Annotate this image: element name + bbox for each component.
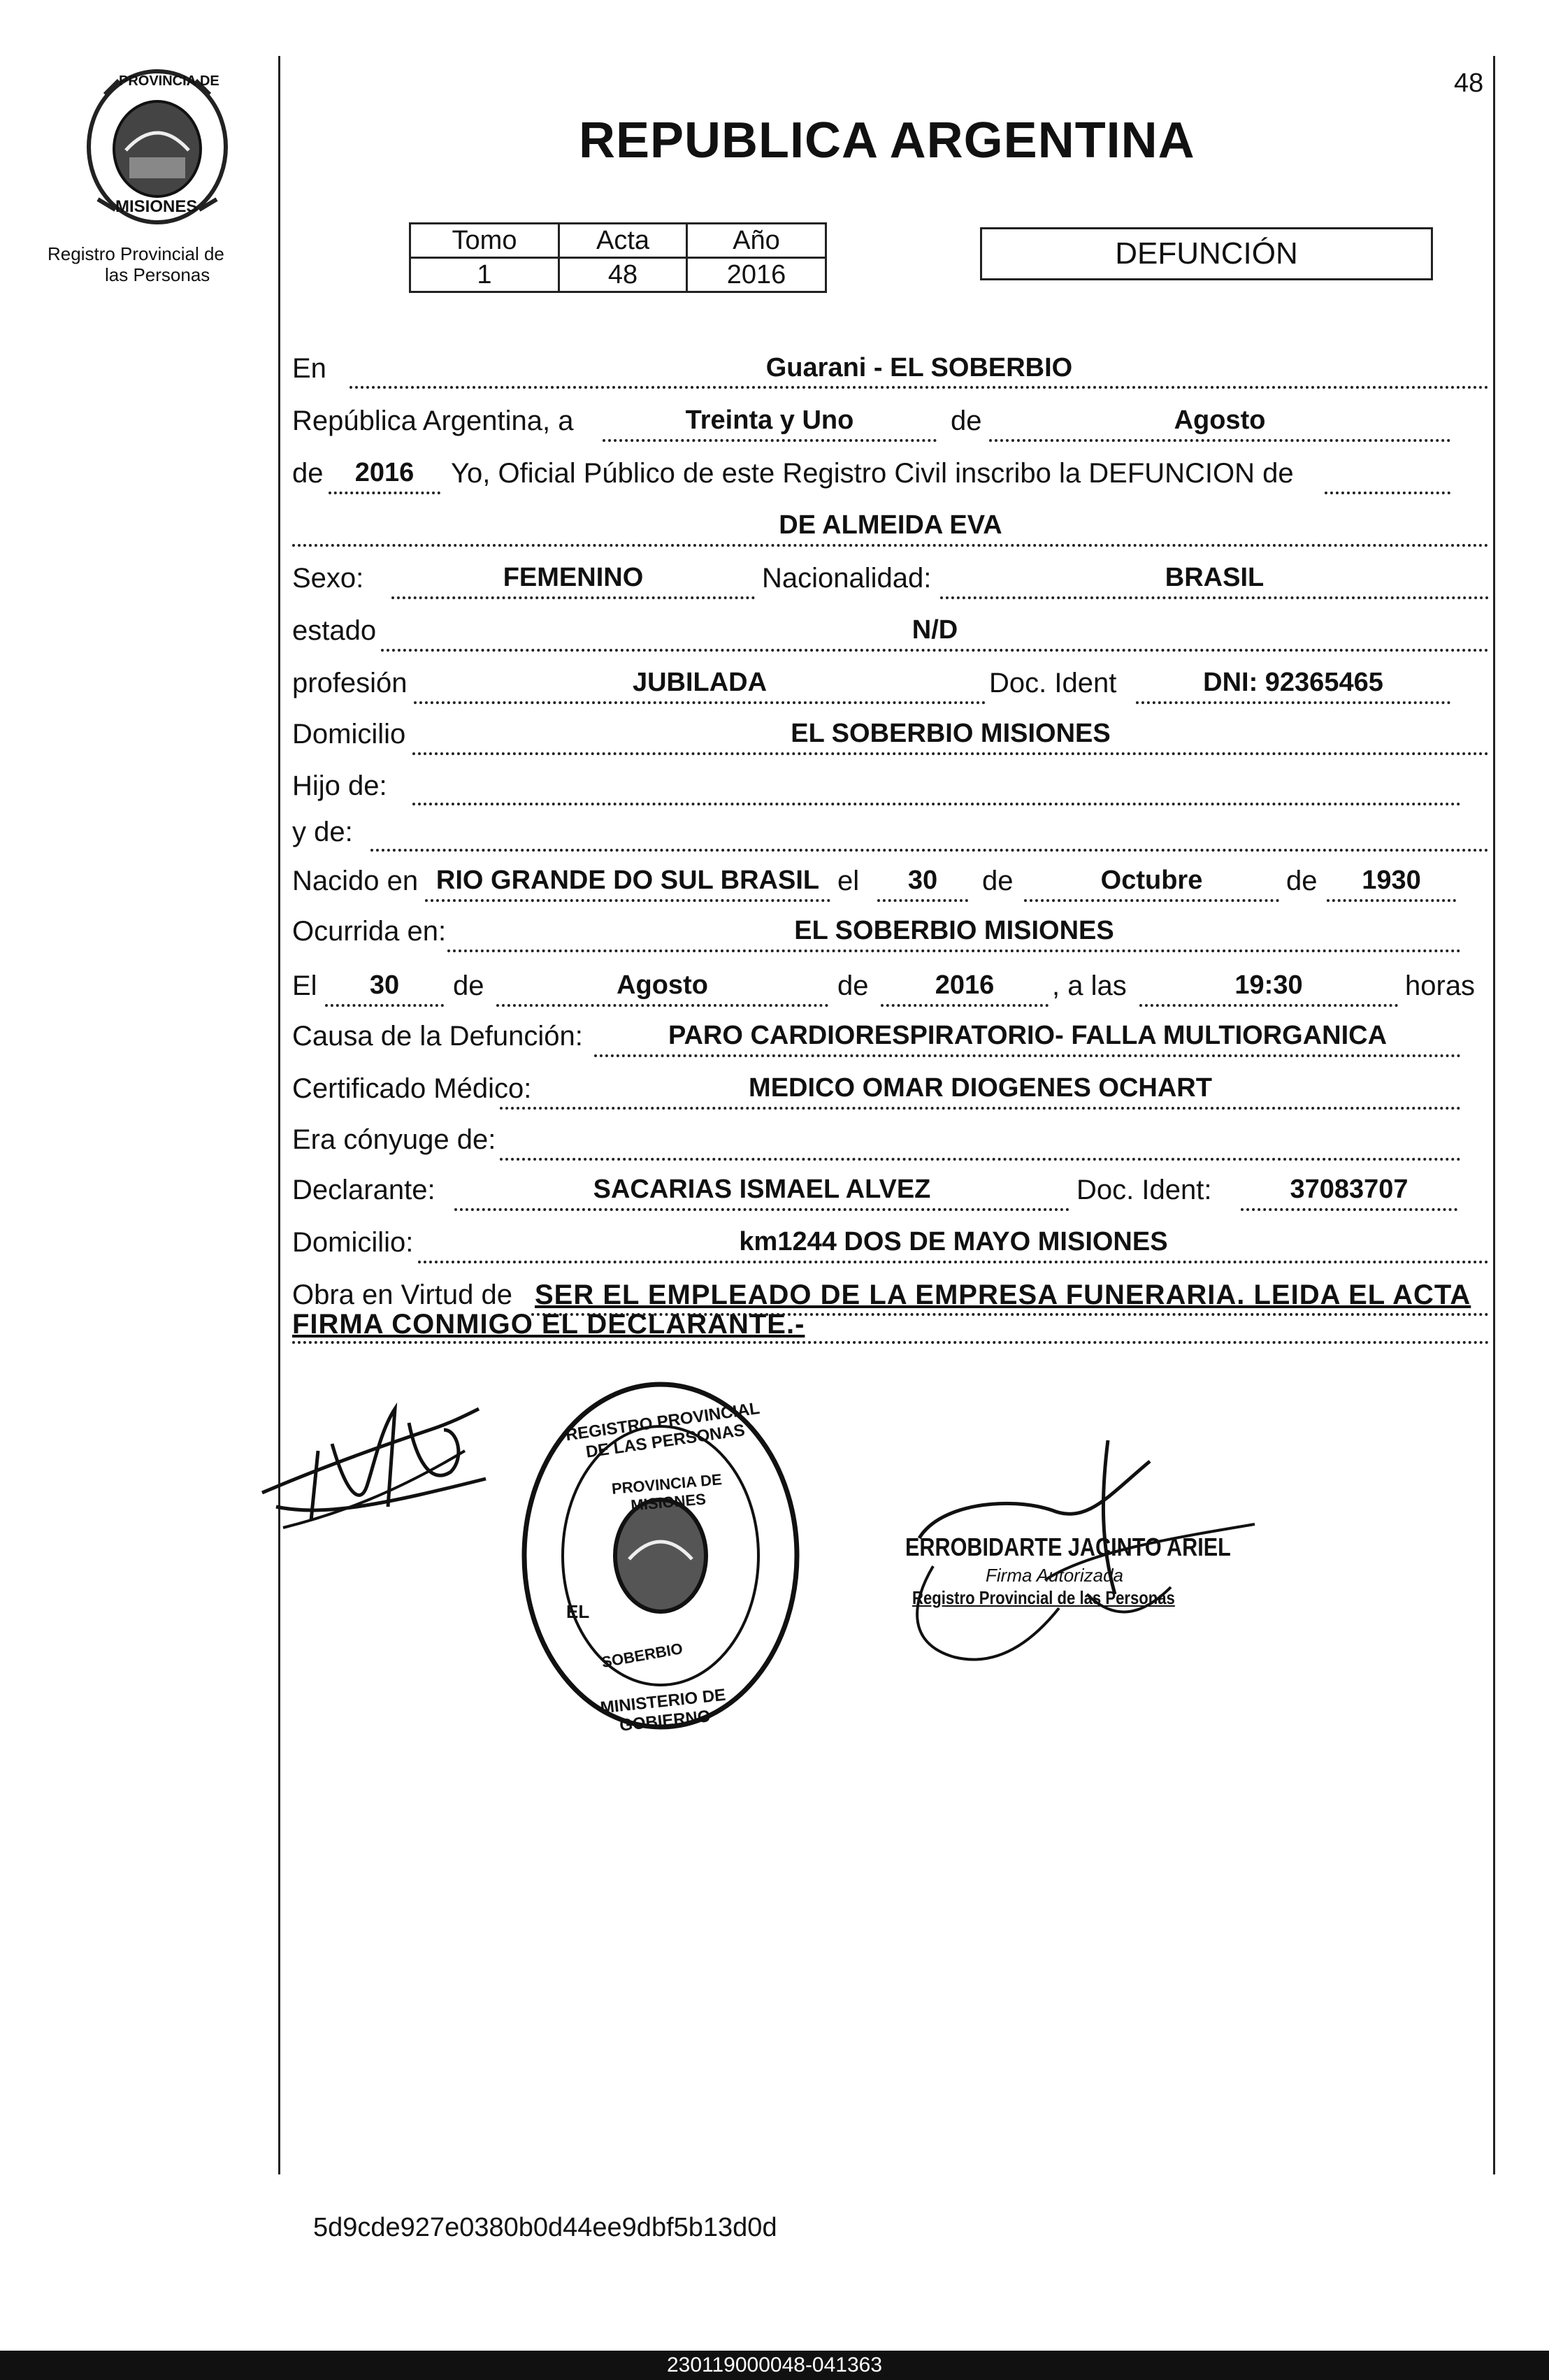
domicilio-dots xyxy=(412,752,1489,755)
barcode-id: 230119000048-041363 xyxy=(666,2353,883,2377)
death-day: 30 xyxy=(369,970,400,1000)
death-month: Agosto xyxy=(617,970,708,1000)
day-dots xyxy=(603,439,937,442)
death-month-dots xyxy=(496,1004,828,1007)
ocurrida-value: EL SOBERBIO MISIONES xyxy=(794,916,1114,945)
nacido-de2-label: de xyxy=(1286,866,1318,896)
nacido-label: Nacido en xyxy=(292,866,419,896)
en-label: En xyxy=(292,353,326,384)
acta-header: Acta xyxy=(559,224,687,258)
obra-label: Obra en Virtud de xyxy=(292,1279,513,1310)
death-time-dots xyxy=(1139,1004,1398,1007)
seal-bottom-text: MINISTERIO DE GOBIERNO xyxy=(599,1685,727,1735)
declarante-doc-label: Doc. Ident: xyxy=(1076,1175,1212,1205)
death-day-dots xyxy=(325,1004,444,1007)
official-office: Registro Provincial de las Personas xyxy=(912,1587,1175,1608)
nacido-year-dots xyxy=(1327,899,1456,902)
nacionalidad-dots xyxy=(940,596,1489,599)
seal-outer-text: REGISTRO PROVINCIAL DE LAS PERSONAS xyxy=(564,1398,761,1462)
doc-ident-value: DNI: 92365465 xyxy=(1203,668,1383,697)
death-year-dots xyxy=(881,1004,1049,1007)
obra-end-dots xyxy=(797,1341,1489,1344)
barcode-bar xyxy=(0,2351,1549,2380)
seal-inner-text: PROVINCIA DE MISIONES xyxy=(610,1470,723,1514)
alas-label: , a las xyxy=(1052,970,1127,1001)
seal-soberbio-text: SOBERBIO xyxy=(600,1640,684,1672)
domicilio2-dots xyxy=(418,1261,1489,1263)
nacionalidad-value: BRASIL xyxy=(1165,563,1265,592)
estado-dots xyxy=(381,649,1489,652)
estado-label: estado xyxy=(292,615,377,646)
declarante-dots xyxy=(454,1208,1069,1211)
obra-value-1: SER EL EMPLEADO DE LA EMPRESA FUNERARIA. LEIDA EL ACTA xyxy=(535,1279,1471,1310)
death-year: 2016 xyxy=(935,970,995,1000)
domicilio-label: Domicilio xyxy=(292,719,406,750)
nacido-place: RIO GRANDE DO SUL BRASIL xyxy=(435,866,820,895)
republica-label: República Argentina, a xyxy=(292,406,574,436)
year-dots xyxy=(329,492,440,494)
ano-value: 2016 xyxy=(687,258,826,292)
certificado-value: MEDICO OMAR DIOGENES OCHART xyxy=(749,1073,1212,1103)
seal-left-text: EL xyxy=(566,1601,590,1622)
domicilio-value: EL SOBERBIO MISIONES xyxy=(791,719,1111,748)
doc-type-box xyxy=(980,227,1433,280)
nacido-de1-label: de xyxy=(982,866,1014,896)
ano-header: Año xyxy=(687,224,826,258)
yde-label: y de: xyxy=(292,817,353,847)
conyuge-dots xyxy=(500,1158,1461,1161)
year-value: 2016 xyxy=(354,458,415,487)
declarante-value: SACARIAS ISMAEL ALVEZ xyxy=(593,1175,931,1204)
horas-label: horas xyxy=(1405,970,1476,1001)
logo-top-text: PROVINCIA DE xyxy=(119,73,219,89)
domicilio2-label: Domicilio: xyxy=(292,1227,414,1258)
doc-ident-label: Doc. Ident xyxy=(989,668,1117,698)
nacido-el-label: el xyxy=(837,866,860,896)
yde-dots xyxy=(370,849,1489,852)
obra-value-2: FIRMA CONMIGO EL DECLARANTE.- xyxy=(292,1309,805,1340)
de-label-1: de xyxy=(951,406,982,436)
death-de2-label: de xyxy=(837,970,869,1001)
document-hash: 5d9cde927e0380b0d44ee9dbf5b13d0d xyxy=(313,2213,777,2242)
nacido-day: 30 xyxy=(907,866,938,895)
en-dots xyxy=(350,386,1489,389)
tomo-value: 1 xyxy=(410,258,559,292)
month-value: Agosto xyxy=(1174,406,1266,435)
certificado-dots xyxy=(500,1107,1461,1110)
month-dots xyxy=(989,439,1450,442)
sexo-dots xyxy=(391,596,755,599)
yo-text: Yo, Oficial Público de este Registro Civil inscribo la DEFUNCION de xyxy=(451,458,1294,489)
acta-value: 48 xyxy=(559,258,687,292)
domicilio2-value: km1244 DOS DE MAYO MISIONES xyxy=(739,1227,1168,1256)
nacido-month: Octubre xyxy=(1100,866,1203,895)
causa-label: Causa de la Defunción: xyxy=(292,1021,583,1052)
declarante-doc-dots xyxy=(1241,1208,1457,1211)
causa-value: PARO CARDIORESPIRATORIO- FALLA MULTIORGANICA xyxy=(668,1021,1388,1050)
conyuge-label: Era cónyuge de: xyxy=(292,1124,496,1155)
nacido-place-dots xyxy=(425,899,830,902)
doc-type-label: DEFUNCIÓN xyxy=(1115,236,1298,271)
official-role: Firma Autorizada xyxy=(986,1565,1123,1586)
death-time: 19:30 xyxy=(1234,970,1303,1000)
en-value: Guarani - EL SOBERBIO xyxy=(765,353,1073,382)
profesion-label: profesión xyxy=(292,668,408,698)
ocurrida-label: Ocurrida en: xyxy=(292,916,447,947)
page-title: REPUBLICA ARGENTINA xyxy=(579,113,1195,169)
death-de1-label: de xyxy=(453,970,484,1001)
estado-value: N/D xyxy=(912,615,958,645)
tomo-header: Tomo xyxy=(410,224,559,258)
profesion-value: JUBILADA xyxy=(632,668,768,697)
sexo-value: FEMENINO xyxy=(503,563,644,592)
registry-name-line1: Registro Provincial de xyxy=(48,243,224,264)
profesion-dots xyxy=(414,701,986,704)
yo-dots xyxy=(1325,492,1450,494)
left-border xyxy=(278,56,280,2174)
hijo-dots xyxy=(412,803,1461,805)
official-name: ERROBIDARTE JACINTO ARIEL xyxy=(905,1533,1231,1561)
declarante-label: Declarante: xyxy=(292,1175,435,1205)
name-dots xyxy=(292,544,1489,547)
nacido-day-dots xyxy=(877,899,968,902)
obra-dots-2 xyxy=(292,1341,795,1344)
year-label: de xyxy=(292,458,324,489)
sexo-label: Sexo: xyxy=(292,563,364,594)
causa-dots xyxy=(594,1054,1461,1057)
death-el-label: El xyxy=(292,970,317,1001)
ocurrida-dots xyxy=(447,949,1461,952)
nacionalidad-label: Nacionalidad: xyxy=(762,563,932,594)
declarante-doc-value: 37083707 xyxy=(1290,1175,1408,1204)
nacido-month-dots xyxy=(1024,899,1279,902)
hijo-label: Hijo de: xyxy=(292,770,387,801)
declarant-signature xyxy=(255,1367,493,1542)
right-border xyxy=(1493,56,1495,2174)
record-table xyxy=(409,222,827,293)
deceased-name: DE ALMEIDA EVA xyxy=(779,510,1002,540)
certificado-label: Certificado Médico: xyxy=(292,1073,532,1104)
nacido-year: 1930 xyxy=(1362,866,1421,895)
registry-name-line2: las Personas xyxy=(105,264,210,285)
logo-bottom-text: MISIONES xyxy=(115,197,198,216)
doc-ident-dots xyxy=(1136,701,1450,704)
page-number: 48 xyxy=(1454,69,1484,98)
day-value: Treinta y Uno xyxy=(685,406,854,435)
